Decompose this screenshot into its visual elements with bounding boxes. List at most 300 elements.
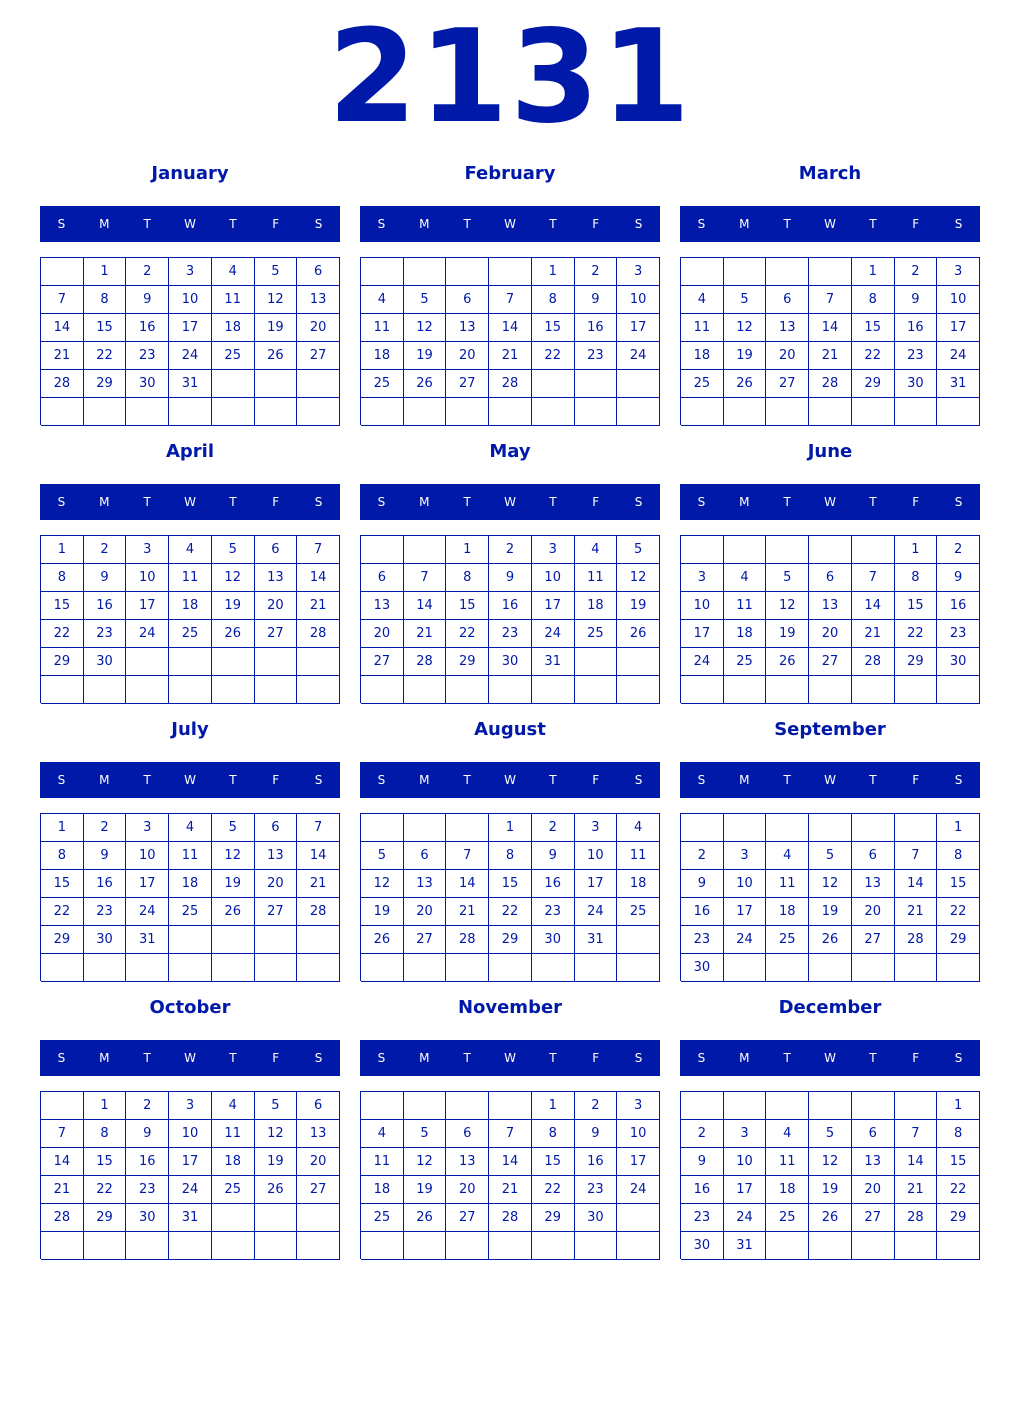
day-cell: 3	[724, 1120, 767, 1148]
day-cell: 10	[724, 870, 767, 898]
weekday-label: T	[783, 495, 791, 509]
empty-day-cell	[575, 954, 618, 982]
day-cell: 24	[575, 898, 618, 926]
empty-day-cell	[532, 1232, 575, 1260]
day-cell: 13	[361, 592, 404, 620]
day-cell: 31	[937, 370, 980, 398]
day-cell: 2	[937, 536, 980, 564]
day-cell: 24	[169, 1176, 212, 1204]
day-cell: 19	[255, 1148, 298, 1176]
empty-day-cell	[575, 1232, 618, 1260]
day-cell: 22	[446, 620, 489, 648]
day-cell: 26	[404, 1204, 447, 1232]
day-cell: 31	[169, 370, 212, 398]
empty-day-cell	[404, 258, 447, 286]
day-cell: 4	[681, 286, 724, 314]
weekday-label: M	[739, 773, 750, 787]
empty-day-cell	[489, 398, 532, 426]
weekday-label: W	[824, 495, 836, 509]
day-cell: 10	[169, 286, 212, 314]
weekday-label: T	[549, 773, 557, 787]
day-grid	[680, 1091, 980, 1259]
day-cell: 23	[84, 898, 127, 926]
empty-day-cell	[255, 954, 298, 982]
day-cell: 13	[297, 1120, 340, 1148]
day-cell: 9	[489, 564, 532, 592]
day-cell: 1	[937, 1092, 980, 1120]
day-cell: 20	[852, 1176, 895, 1204]
weekday-label: W	[504, 1051, 516, 1065]
day-cell: 26	[212, 620, 255, 648]
empty-day-cell	[255, 1232, 298, 1260]
day-cell: 27	[297, 1176, 340, 1204]
weekday-label: S	[314, 1051, 323, 1065]
empty-day-cell	[446, 398, 489, 426]
weekday-label: T	[229, 1051, 237, 1065]
empty-day-cell	[361, 258, 404, 286]
day-cell: 21	[489, 1176, 532, 1204]
empty-day-cell	[297, 954, 340, 982]
empty-day-cell	[724, 814, 767, 842]
day-cell: 11	[212, 286, 255, 314]
day-cell: 5	[617, 536, 660, 564]
day-cell: 30	[681, 954, 724, 982]
empty-day-cell	[169, 398, 212, 426]
weekday-label: M	[99, 495, 110, 509]
day-cell: 27	[852, 1204, 895, 1232]
empty-day-cell	[84, 676, 127, 704]
day-cell: 17	[724, 898, 767, 926]
day-cell: 17	[169, 314, 212, 342]
empty-day-cell	[126, 398, 169, 426]
empty-day-cell	[937, 1232, 980, 1260]
empty-day-cell	[297, 648, 340, 676]
empty-day-cell	[255, 370, 298, 398]
day-cell: 28	[404, 648, 447, 676]
weekday-header	[360, 762, 660, 798]
empty-day-cell	[404, 398, 447, 426]
empty-day-cell	[212, 370, 255, 398]
empty-day-cell	[41, 1092, 84, 1120]
day-cell: 18	[212, 1148, 255, 1176]
day-cell: 22	[937, 1176, 980, 1204]
empty-day-cell	[724, 398, 767, 426]
day-cell: 31	[575, 926, 618, 954]
day-cell: 27	[255, 620, 298, 648]
day-cell: 16	[489, 592, 532, 620]
day-cell: 27	[297, 342, 340, 370]
day-cell: 7	[852, 564, 895, 592]
weekday-label: W	[504, 495, 516, 509]
day-cell: 1	[532, 258, 575, 286]
day-cell: 29	[84, 370, 127, 398]
day-cell: 11	[766, 870, 809, 898]
day-cell: 6	[255, 536, 298, 564]
day-cell: 10	[617, 1120, 660, 1148]
day-cell: 4	[361, 286, 404, 314]
empty-day-cell	[404, 676, 447, 704]
empty-day-cell	[766, 814, 809, 842]
day-cell: 5	[404, 1120, 447, 1148]
day-cell: 16	[937, 592, 980, 620]
day-cell: 15	[446, 592, 489, 620]
empty-day-cell	[84, 954, 127, 982]
day-cell: 4	[212, 258, 255, 286]
weekday-label: T	[869, 217, 877, 231]
day-cell: 23	[126, 1176, 169, 1204]
day-cell: 3	[575, 814, 618, 842]
weekday-label: S	[377, 217, 386, 231]
weekday-label: F	[592, 1051, 600, 1065]
empty-day-cell	[404, 954, 447, 982]
day-cell: 18	[681, 342, 724, 370]
day-cell: 21	[404, 620, 447, 648]
empty-day-cell	[724, 676, 767, 704]
day-cell: 19	[809, 898, 852, 926]
weekday-label: S	[377, 773, 386, 787]
day-cell: 13	[297, 286, 340, 314]
empty-day-cell	[84, 398, 127, 426]
day-cell: 3	[169, 258, 212, 286]
empty-day-cell	[766, 536, 809, 564]
day-cell: 3	[126, 814, 169, 842]
day-cell: 31	[169, 1204, 212, 1232]
day-cell: 30	[84, 648, 127, 676]
empty-day-cell	[169, 954, 212, 982]
day-cell: 7	[895, 1120, 938, 1148]
day-cell: 9	[575, 1120, 618, 1148]
day-cell: 26	[404, 370, 447, 398]
day-cell: 25	[575, 620, 618, 648]
day-cell: 20	[809, 620, 852, 648]
day-cell: 27	[766, 370, 809, 398]
day-cell: 4	[169, 536, 212, 564]
day-cell: 21	[895, 898, 938, 926]
day-cell: 3	[169, 1092, 212, 1120]
day-cell: 28	[489, 1204, 532, 1232]
day-cell: 19	[212, 870, 255, 898]
day-cell: 15	[937, 870, 980, 898]
day-cell: 5	[809, 1120, 852, 1148]
day-cell: 6	[809, 564, 852, 592]
day-cell: 2	[84, 536, 127, 564]
day-cell: 21	[41, 1176, 84, 1204]
day-cell: 22	[532, 342, 575, 370]
empty-day-cell	[766, 1092, 809, 1120]
day-cell: 15	[41, 870, 84, 898]
day-cell: 4	[361, 1120, 404, 1148]
empty-day-cell	[532, 370, 575, 398]
weekday-label: M	[419, 495, 430, 509]
day-cell: 28	[297, 898, 340, 926]
weekday-label: W	[184, 217, 196, 231]
weekday-header	[40, 484, 340, 520]
day-cell: 28	[297, 620, 340, 648]
day-cell: 28	[852, 648, 895, 676]
day-cell: 30	[681, 1232, 724, 1260]
day-cell: 26	[361, 926, 404, 954]
day-cell: 10	[937, 286, 980, 314]
weekday-label: S	[697, 773, 706, 787]
day-cell: 7	[41, 1120, 84, 1148]
day-cell: 2	[489, 536, 532, 564]
weekday-label: F	[592, 217, 600, 231]
day-cell: 21	[446, 898, 489, 926]
empty-day-cell	[724, 536, 767, 564]
day-cell: 12	[212, 564, 255, 592]
day-cell: 18	[212, 314, 255, 342]
empty-day-cell	[852, 954, 895, 982]
day-cell: 23	[681, 926, 724, 954]
day-cell: 11	[212, 1120, 255, 1148]
day-cell: 29	[84, 1204, 127, 1232]
day-cell: 22	[852, 342, 895, 370]
empty-day-cell	[361, 1232, 404, 1260]
weekday-header	[680, 1040, 980, 1076]
day-cell: 26	[212, 898, 255, 926]
day-grid	[40, 1091, 340, 1259]
day-cell: 25	[361, 370, 404, 398]
day-cell: 15	[84, 1148, 127, 1176]
day-grid	[40, 813, 340, 981]
empty-day-cell	[404, 1092, 447, 1120]
day-cell: 3	[126, 536, 169, 564]
day-cell: 21	[41, 342, 84, 370]
day-cell: 14	[489, 1148, 532, 1176]
day-cell: 13	[809, 592, 852, 620]
day-cell: 24	[532, 620, 575, 648]
day-cell: 3	[617, 1092, 660, 1120]
day-cell: 25	[766, 926, 809, 954]
day-cell: 9	[532, 842, 575, 870]
year-title: 2131	[327, 3, 693, 152]
day-cell: 29	[937, 926, 980, 954]
empty-day-cell	[809, 954, 852, 982]
day-cell: 5	[255, 258, 298, 286]
weekday-label: W	[184, 495, 196, 509]
empty-day-cell	[169, 648, 212, 676]
empty-day-cell	[532, 954, 575, 982]
empty-day-cell	[212, 926, 255, 954]
empty-day-cell	[446, 1232, 489, 1260]
day-cell: 23	[126, 342, 169, 370]
empty-day-cell	[446, 954, 489, 982]
day-cell: 31	[724, 1232, 767, 1260]
day-cell: 16	[681, 1176, 724, 1204]
empty-day-cell	[255, 648, 298, 676]
empty-day-cell	[361, 398, 404, 426]
empty-day-cell	[617, 926, 660, 954]
day-cell: 7	[41, 286, 84, 314]
day-cell: 27	[404, 926, 447, 954]
day-cell: 24	[681, 648, 724, 676]
day-cell: 24	[617, 342, 660, 370]
empty-day-cell	[809, 536, 852, 564]
empty-day-cell	[212, 1232, 255, 1260]
day-cell: 21	[852, 620, 895, 648]
weekday-label: S	[377, 1051, 386, 1065]
day-grid	[360, 535, 660, 703]
empty-day-cell	[84, 1232, 127, 1260]
day-cell: 26	[766, 648, 809, 676]
weekday-label: F	[272, 495, 280, 509]
day-cell: 21	[297, 870, 340, 898]
day-cell: 12	[255, 1120, 298, 1148]
empty-day-cell	[489, 1092, 532, 1120]
day-grid	[680, 535, 980, 703]
empty-day-cell	[41, 954, 84, 982]
empty-day-cell	[895, 1092, 938, 1120]
empty-day-cell	[681, 258, 724, 286]
empty-day-cell	[809, 1092, 852, 1120]
weekday-label: T	[463, 1051, 471, 1065]
weekday-label: S	[634, 1051, 643, 1065]
day-cell: 9	[126, 1120, 169, 1148]
empty-day-cell	[766, 258, 809, 286]
weekday-label: M	[419, 773, 430, 787]
empty-day-cell	[255, 926, 298, 954]
day-cell: 10	[169, 1120, 212, 1148]
day-cell: 9	[84, 564, 127, 592]
weekday-header	[360, 1040, 660, 1076]
weekday-header	[680, 484, 980, 520]
day-cell: 8	[446, 564, 489, 592]
day-cell: 18	[361, 1176, 404, 1204]
month-name: July	[171, 719, 209, 740]
weekday-label: F	[912, 495, 920, 509]
day-cell: 13	[404, 870, 447, 898]
month-name: November	[457, 997, 563, 1018]
day-cell: 13	[255, 564, 298, 592]
day-cell: 16	[575, 314, 618, 342]
day-cell: 1	[895, 536, 938, 564]
day-grid	[360, 1091, 660, 1259]
day-cell: 16	[126, 1148, 169, 1176]
weekday-label: S	[634, 217, 643, 231]
weekday-label: T	[463, 773, 471, 787]
day-cell: 8	[84, 286, 127, 314]
day-cell: 19	[404, 342, 447, 370]
weekday-label: W	[824, 1051, 836, 1065]
empty-day-cell	[212, 398, 255, 426]
day-cell: 28	[895, 926, 938, 954]
empty-day-cell	[766, 954, 809, 982]
day-cell: 30	[937, 648, 980, 676]
weekday-label: T	[549, 1051, 557, 1065]
day-cell: 6	[255, 814, 298, 842]
weekday-label: W	[824, 217, 836, 231]
empty-day-cell	[532, 398, 575, 426]
day-cell: 4	[617, 814, 660, 842]
empty-day-cell	[617, 648, 660, 676]
day-cell: 4	[169, 814, 212, 842]
day-cell: 16	[895, 314, 938, 342]
day-cell: 14	[895, 1148, 938, 1176]
day-cell: 23	[84, 620, 127, 648]
day-cell: 19	[809, 1176, 852, 1204]
month-name: August	[474, 719, 546, 740]
day-cell: 5	[361, 842, 404, 870]
day-cell: 29	[489, 926, 532, 954]
empty-day-cell	[809, 814, 852, 842]
day-cell: 22	[84, 342, 127, 370]
day-cell: 11	[766, 1148, 809, 1176]
day-cell: 27	[361, 648, 404, 676]
month-name: January	[151, 163, 229, 184]
empty-day-cell	[809, 1232, 852, 1260]
weekday-label: W	[824, 773, 836, 787]
day-cell: 16	[532, 870, 575, 898]
day-cell: 3	[617, 258, 660, 286]
day-cell: 13	[446, 1148, 489, 1176]
weekday-label: S	[634, 773, 643, 787]
day-cell: 12	[809, 870, 852, 898]
day-cell: 3	[937, 258, 980, 286]
day-cell: 20	[446, 1176, 489, 1204]
day-cell: 30	[126, 370, 169, 398]
empty-day-cell	[895, 954, 938, 982]
day-cell: 3	[681, 564, 724, 592]
day-cell: 8	[852, 286, 895, 314]
day-cell: 20	[446, 342, 489, 370]
weekday-label: M	[99, 217, 110, 231]
day-cell: 10	[617, 286, 660, 314]
weekday-label: S	[697, 1051, 706, 1065]
day-cell: 24	[617, 1176, 660, 1204]
day-grid	[360, 813, 660, 981]
day-cell: 16	[84, 870, 127, 898]
day-cell: 18	[169, 870, 212, 898]
empty-day-cell	[681, 398, 724, 426]
day-cell: 20	[297, 314, 340, 342]
weekday-label: T	[143, 1051, 151, 1065]
day-cell: 11	[169, 842, 212, 870]
day-cell: 29	[895, 648, 938, 676]
day-cell: 24	[724, 1204, 767, 1232]
day-cell: 10	[681, 592, 724, 620]
day-cell: 9	[937, 564, 980, 592]
day-cell: 29	[937, 1204, 980, 1232]
weekday-label: S	[697, 495, 706, 509]
day-cell: 10	[724, 1148, 767, 1176]
day-cell: 24	[126, 620, 169, 648]
weekday-label: T	[143, 773, 151, 787]
day-cell: 24	[126, 898, 169, 926]
empty-day-cell	[852, 676, 895, 704]
weekday-label: T	[869, 1051, 877, 1065]
day-cell: 9	[84, 842, 127, 870]
weekday-label: W	[504, 773, 516, 787]
day-cell: 21	[489, 342, 532, 370]
day-cell: 15	[41, 592, 84, 620]
day-cell: 8	[895, 564, 938, 592]
day-cell: 5	[255, 1092, 298, 1120]
empty-day-cell	[446, 814, 489, 842]
day-cell: 28	[41, 1204, 84, 1232]
empty-day-cell	[809, 676, 852, 704]
empty-day-cell	[404, 814, 447, 842]
day-cell: 21	[809, 342, 852, 370]
day-cell: 19	[361, 898, 404, 926]
day-cell: 11	[575, 564, 618, 592]
day-cell: 7	[446, 842, 489, 870]
empty-day-cell	[724, 954, 767, 982]
weekday-label: T	[463, 217, 471, 231]
day-cell: 28	[489, 370, 532, 398]
weekday-label: S	[57, 773, 66, 787]
weekday-label: S	[314, 495, 323, 509]
day-cell: 2	[575, 1092, 618, 1120]
